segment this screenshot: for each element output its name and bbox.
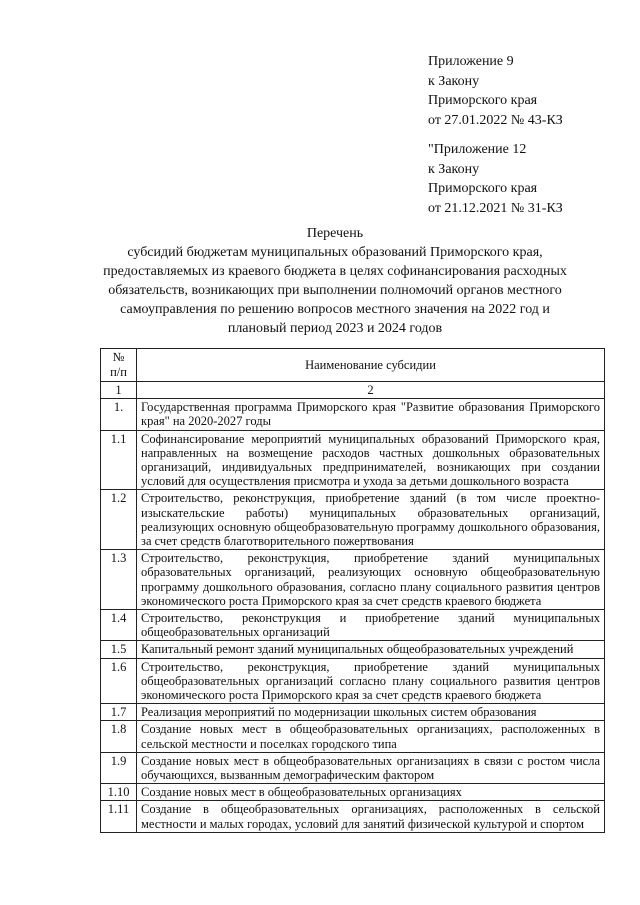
index-cell: 1: [101, 382, 137, 399]
row-number: 1.1: [101, 430, 137, 490]
row-number: 1.6: [101, 658, 137, 704]
subsidy-name: Строительство, реконструкция, приобретение зданий муниципальных общеобразовательных организаций согласно плану социального развития центров экономического роста Приморского края за счет средств краевого бюджета: [137, 658, 605, 704]
appendix-line: Приморского края: [428, 181, 538, 196]
appendix-line: "Приложение 12: [428, 142, 527, 157]
subsidy-name: Строительство, реконструкция, приобретение зданий (в том числе проектно-изыскательские работы) муниципальных образовательных организаций, реализующих основную общеобразовательную программу дошкольного образования, за счет средств благотворительного пожертвования: [137, 490, 605, 550]
title-line: плановый период 2023 и 2024 годов: [227, 321, 443, 336]
header-num-cell: [101, 349, 137, 382]
table-row: [101, 784, 605, 801]
title-line: самоуправления по решению вопросов местного значения на 2022 год и: [120, 302, 550, 317]
appendix-line: Приложение 9: [428, 54, 514, 69]
table-header-row: [101, 349, 605, 382]
table-row: [101, 550, 605, 610]
table-row: [101, 658, 605, 704]
table-row: [101, 752, 605, 783]
subsidy-name: Создание новых мест в общеобразовательных организациях в связи с ростом числа обучающихся, вызванным демографическим фактором: [137, 752, 605, 783]
title-line: Перечень: [306, 226, 364, 241]
appendix-line: к Закону: [428, 73, 480, 89]
appendix-line: к Закону: [428, 161, 480, 177]
subsidy-name: Строительство, реконструкция, приобретение зданий муниципальных образовательных организаций, реализующих основную общеобразовательную программу дошкольного образования, согласно плану социального развития центров экономического роста Приморского края за счет средств краевого бюджета: [137, 550, 605, 610]
row-number: 1.10: [101, 784, 137, 801]
table-row: [101, 801, 605, 832]
row-number: 1.: [101, 399, 137, 430]
row-number: 1.7: [101, 704, 137, 721]
title-line: предоставляемых из краевого бюджета в целях софинансирования расходных: [103, 264, 567, 279]
row-number: 1.11: [101, 801, 137, 832]
table-row: [101, 399, 605, 430]
subsidies-table: [100, 348, 605, 833]
table-row: [101, 704, 605, 721]
header-num-line: п/п: [110, 365, 127, 379]
subsidy-name: Реализация мероприятий по модернизации школьных систем образования: [137, 704, 605, 721]
subsidy-name: Государственная программа Приморского края "Развитие образования Приморского края" на 2020-2027 годы: [137, 399, 605, 430]
subsidy-name: Софинансирование мероприятий муниципальных образований Приморского края, направленных на возмещение расходов частных дошкольных образовательных организаций, индивидуальных предпринимателей, возникающих при создании условий для осуществления присмотра и ухода за детьми дошкольного возраста: [137, 430, 605, 490]
row-number: 1.4: [101, 610, 137, 641]
table-row: [101, 430, 605, 490]
table-index-row: [101, 382, 605, 399]
row-number: 1.8: [101, 721, 137, 752]
subsidy-name: Создание новых мест в общеобразовательных организациях: [137, 784, 605, 801]
row-number: 1.5: [101, 641, 137, 658]
appendix-original: [428, 140, 628, 218]
table-row: [101, 721, 605, 752]
appendix-line: от 21.12.2021 № 31-КЗ: [428, 200, 563, 216]
header-num-line: №: [112, 350, 125, 364]
header-name-cell: Наименование субсидии: [137, 349, 605, 382]
subsidy-name: Создание новых мест в общеобразовательных организациях, расположенных в сельской местности и поселках городского типа: [137, 721, 605, 752]
document-title: [85, 224, 585, 338]
appendix-line: Приморского края: [428, 93, 538, 108]
row-number: 1.9: [101, 752, 137, 783]
table-body: [101, 399, 605, 833]
subsidy-name: Капитальный ремонт зданий муниципальных общеобразовательных учреждений: [137, 641, 605, 658]
title-line: обязательств, возникающих при выполнении полномочий органов местного: [108, 283, 562, 298]
subsidy-name: Создание в общеобразовательных организациях, расположенных в сельской местности и малых городах, условий для занятий физической культурой и спортом: [137, 801, 605, 832]
row-number: 1.3: [101, 550, 137, 610]
index-cell: 2: [137, 382, 605, 399]
appendix-current: [428, 52, 628, 130]
table-row: [101, 641, 605, 658]
table-row: [101, 490, 605, 550]
appendix-line: от 27.01.2022 № 43-КЗ: [428, 112, 563, 128]
table-row: [101, 610, 605, 641]
title-line: субсидий бюджетам муниципальных образований Приморского края,: [127, 245, 543, 260]
row-number: 1.2: [101, 490, 137, 550]
subsidy-name: Строительство, реконструкция и приобретение зданий муниципальных общеобразовательных организаций: [137, 610, 605, 641]
